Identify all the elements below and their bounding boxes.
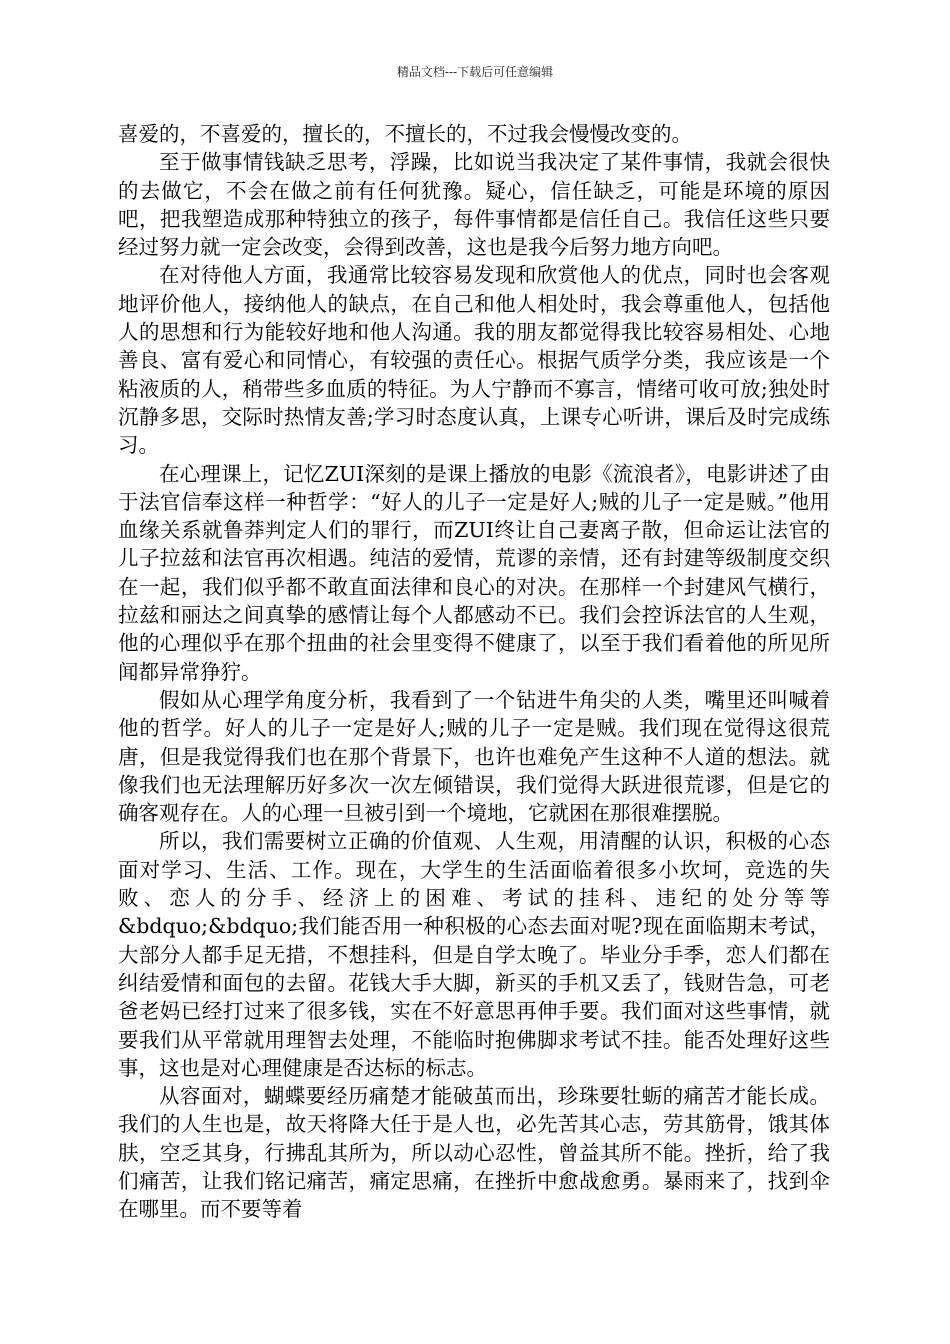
paragraph-3: 在对待他人方面，我通常比较容易发现和欣赏他人的优点，同时也会客观地评价他人，接纳他人的缺点，在自己和他人相处时，我会尊重他人，包括他人的思想和行为能较好地和他人沟通。我的朋友都觉得我比较容易相处、心地善良、富有爱心和同情心，有较强的责任心。根据气质学分类，我应该是一个粘液质的人，稍带些多血质的特征。为人宁静而不寡言，情绪可收可放;独处时沉静多思，交际时热情友善;学习时态度认真，上课专心听讲，课后及时完成练习。 — [118, 263, 830, 458]
page-header: 精品文档---下载后可任意编辑 — [396, 65, 554, 79]
paragraph-6: 所以，我们需要树立正确的价值观、人生观，用清醒的认识，积极的心态面对学习、生活、工作。现在，大学生的生活面临着很多小坎坷，竞选的失败、恋人的分手、经济上的困难、考试的挂科、违纪的处分等等&bdquo;&bdquo;我们能否用一种积极的心态去面对呢?现在面临期末考试，大部分人都手足无措，不想挂科，但是自学太晚了。毕业分手季，恋人们都在纠结爱情和面包的去留。花钱大手大脚，新买的手机又丢了，钱财告急，可老爸老妈已经打过来了很多钱，实在不好意思再伸手要。我们面对这些事情，就要我们从平常就用理智去处理，不能临时抱佛脚求考试不挂。能否处理好这些事，这也是对心理健康是否达标的标志。 — [118, 829, 830, 1080]
document-body — [118, 120, 830, 1224]
paragraph-4: 在心理课上，记忆ZUI深刻的是课上播放的电影《流浪者》，电影讲述了由于法官信奉这样一种哲学：“好人的儿子一定是好人;贼的儿子一定是贼。”他用血缘关系就鲁莽判定人们的罪行，而ZUI终让自己妻离子散，但命运让法官的儿子拉兹和法官再次相遇。纯洁的爱情，荒谬的亲情，还有封建等级制度交织在一起，我们似乎都不敢直面法律和良心的对决。在那样一个封建风气横行，拉兹和丽达之间真挚的感情让每个人都感动不已。我们会控诉法官的人生观，他的心理似乎在那个扭曲的社会里变得不健康了，以至于我们看着他的所见所闻都异常狰狞。 — [118, 461, 830, 684]
paragraph-7: 从容面对，蝴蝶要经历痛楚才能破茧而出，珍珠要牡蛎的痛苦才能长成。我们的人生也是，故天将降大任于是人也，必先苦其心志，劳其筋骨，饿其体肤，空乏其身，行拂乱其所为，所以动心忍性，曾益其所不能。挫折，给了我们痛苦，让我们铭记痛苦，痛定思痛，在挫折中愈战愈勇。暴雨来了，找到伞在哪里。而不要等着 — [118, 1084, 830, 1222]
paragraph-1-continuation: 喜爱的，不喜爱的，擅长的，不擅长的，不过我会慢慢改变的。 — [118, 122, 692, 146]
paragraph-2: 至于做事情钱缺乏思考，浮躁，比如说当我决定了某件事情，我就会很快的去做它，不会在做之前有任何犹豫。疑心，信任缺乏，可能是环境的原因吧，把我塑造成那种特独立的孩子，每件事情都是信任自己。我信任这些只要经过努力就一定会改变，会得到改善，这也是我今后努力地方向吧。 — [118, 150, 830, 260]
paragraph-5: 假如从心理学角度分析，我看到了一个钻进牛角尖的人类，嘴里还叫喊着他的哲学。好人的儿子一定是好人;贼的儿子一定是贼。我们现在觉得这很荒唐，但是我觉得我们也在那个背景下，也许也难免产生这种不人道的想法。就像我们也无法理解历好多次一次左倾错误，我们觉得大跃进很荒谬，但是它的确客观存在。人的心理一旦被引到一个境地，它就困在那很难摆脱。 — [118, 687, 830, 826]
